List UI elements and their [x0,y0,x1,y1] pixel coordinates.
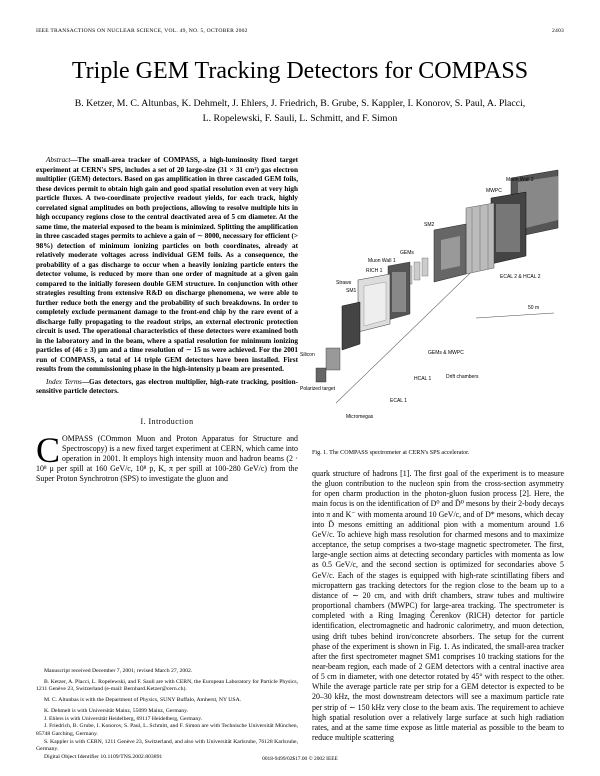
label-hcal1: HCAL 1 [414,376,432,382]
introduction [36,429,298,485]
footnote: B. Ketzer, A. Placci, L. Ropelewski, and F. Sauli are with CERN, the European Laboratory for Particle Physics, 1211 Genève 23, Switzerland (e-mail: Bernhard.Ketzer@cern.ch). [36,678,298,693]
journal-header: IEEE TRANSACTIONS ON NUCLEAR SCIENCE, VOL. 49, NO. 5, OCTOBER 2002 [36,28,248,34]
label-target: Polarized target [300,386,336,392]
spectrometer-diagram [296,168,566,438]
footnote: J. Ehlers is with Universität Heidelberg, 69117 Heidelberg, Germany. [44,715,203,722]
label-silicon: Silicon [300,352,315,358]
page-number: 2403 [552,28,564,34]
footnote: J. Friedrich, B. Grube, I. Konorov, S. Paul, L. Schmitt, and F. Simon are with Technische Universität München, 85748 Garching, Germany. [36,723,298,737]
sm2-magnet [434,224,466,282]
muon-wall-1 [388,262,410,320]
abstract-text: —The small-area tracker of COMPASS, a high-luminosity fixed target experiment at CERN's SPS, includes a set of 20 large-size (31 × 31 cm²) gas electron multiplier (GEM) detectors. Based on gas amplification in three cascaded GEM foils, these devices permit to obtain high gain and good spatial resolution even at very high particle fluxes. A two-coordinate projective readout yields, for each track, highly correlated signal amplitudes on both projections, allowing to resolve multiple hits in high occupancy regions close to the central deactivated area of 5 cm diameter. At the same time, the material exposed to the beam is minimized. Splitting the amplification in three cascaded stages permits to achieve a gain of ∼ 8000, necessary for efficient (> 98%) detection of minimum ionizing particles on both coordinates, already at relatively moderate voltages across individual GEM foils. As a consequence, the probability of a gas discharge to occur when a heavily ionizing particle enters the detector volume, is reduced by more than one order of magnitude at a given gain compared to the initially foreseen double GEM structure. In conjunction with other strategies resulting from extensive R&D on discharge phenomena, we were able to further reduce both the energy and the probability of such breakdowns. In order to completely exclude permanent damage to the front-end chip by the rare event of a discharge fully propagating to the readout strips, an external electronic protection circuit is used. The operational characteristics of these detectors were examined both in the laboratory and in the beam, where a spatial resolution for minimum ionizing particles of (46 ± 3) μm and a time resolution of ∼ 15 ns were achieved. For the 2001 run of COMPASS, a total of 14 triple GEM detectors have been installed. First results from the commissioning phase in the high-intensity μ beam are presented. [36,156,298,373]
sm1-magnet [342,302,360,350]
footnote: M. C. Altunbas is with the Department of Physics, SUNY Buffalo, Amherst, NY USA. [44,697,242,704]
footnote: Manuscript received December 7, 2001; revised March 27, 2002. [44,668,193,674]
authors-line-1: B. Ketzer, M. C. Altunbas, K. Dehmelt, J. Ehlers, J. Friedrich, B. Grube, S. Kappler, I. Konorov, S. Paul, A. Placci, [74,98,526,109]
figure-compass-spectrometer [296,168,566,438]
right-column [312,469,564,743]
authors-line-2: L. Ropelewski, F. Sauli, L. Schmitt, and F. Simon [202,113,398,124]
ecal2-hcal2 [491,192,526,264]
footnote: S. Kappler is with CERN, 1211 Genève 23, Switzerland, and also with Universität Karlsruhe, 76128 Karlsruhe, Germany. [36,738,298,753]
label-sm1: SM1 [346,288,357,294]
paper-title: Triple GEM Tracking Detectors for COMPASS [71,58,529,84]
label-rich1: RICH 1 [366,268,383,274]
label-beam-length: 50 m [528,305,540,311]
section-heading: I. Introduction [140,416,194,426]
mwpc-block [466,203,494,274]
abstract-label: Abstract [46,156,71,164]
label-drift: Drift chambers [446,374,479,380]
label-ecal1: ECAL 1 [390,398,408,404]
footnotes [36,668,298,762]
label-muon-wall-1: Muon Wall 1 [368,258,396,264]
left-column [36,156,298,484]
author-list [36,96,564,126]
drop-cap: C [36,429,61,470]
index-terms [36,378,298,397]
abstract [36,156,298,375]
footnote: K. Dehmelt is with Universität Mainz, 55099 Mainz, Germany. [44,707,189,714]
label-muon-wall-2: Muon Wall 2 [506,177,534,183]
intro-text: OMPASS (COmmon Muon and Proton Apparatus for Structure and Spectroscopy) is a new fixed target experiment at CERN, which came into operation in 2001. It employs high intensity muon and hadron beams (2 · 10⁸ μ per spill at 160 GeV/c, 10⁸ p, K, π per spill at 100-280 GeV/c) from the Super Proton Synchrotron (SPS) to investigate the gluon and [36,433,298,484]
figure-caption: Fig. 1. The COMPASS spectrometer at CERN's SPS accelerator. [312,450,470,456]
label-gems: GEMs [400,250,414,256]
footnote: Digital Object Identifier 10.1109/TNS.2002.803891 [44,754,163,761]
label-ecal2-hcal2: ECAL 2 & HCAL 2 [500,274,541,280]
index-terms-text: —Gas detectors, gas electron multiplier, high-rate tracking, position-sensitive particle detectors. [36,377,299,395]
copyright-footer: 0018-9499/02$17.00 © 2002 IEEE [262,756,338,762]
target-region [316,348,340,382]
beam-length-arrow [476,313,554,318]
label-sm2: SM2 [424,222,435,228]
label-mwpc: MWPC [486,188,502,194]
label-micromegas: Micromegas [346,414,374,420]
label-gems-mwpc: GEMs & MWPC [428,350,464,356]
label-straws: Straws [336,280,352,286]
index-terms-label: Index Terms [46,377,82,386]
right-column-text: quark structure of hadrons [1]. The first goal of the experiment is to measure the gluon contribution to the nucleon spin from the cross-section asymmetry for open charm production in the photon-gluon fusion process [2]. Here, the main focus is on the identification of D⁰ and D̄⁰ mesons by their 2-body decays into π and K⁻ with momenta around 10 GeV/c, and of D* mesons, which decay into D̄ mesons emitting an additional pion with a momentum around 1.6 GeV/c. To achieve high mass resolution for charmed mesons and to maximize acceptance, the setup comprises a two-stage magnetic spectrometer. The first, large-angle section aims at detecting secondary particles with momenta as low as 0.5 GeV/c, and the second section is optimized for secondaries above 5 GeV/c. Each of the stages is equipped with high-rate scintillating fibers and micropattern gas tracking detectors for the region close to the beam up to a distance of ∼ 20 cm, and with drift chambers, straw tubes and multiwire proportional chambers (MWPC) for large-area tracking. The spectrometer is completed with a Ring Imaging Čerenkov (RICH) detector for particle identification, electromagnetic and hadronic calorimetry, and muon detection, using drift tubes behind iron/concrete absorbers. The setup for the current phase of the experiment is shown in Fig. 1. As indicated, the small-area tracker after the first spectrometer magnet SM1 comprises 10 tracking stations for the near-beam region, each made of 2 GEM detectors with a central inactive area of 5 cm in diameter, with one detector rotated by 45° with respect to the other. While the average particle rate per strip for a GEM detector is expected to be 20–30 kHz, the most downstream detectors will see a maximum particle rate per strip of ∼ 150 kHz very close to the beam axis. The requirement to achieve high spatial resolution over a relatively large surface at such high radiation rates, and at the same time expose as little material as possible to the beam to reduce multiple scattering [312,469,564,743]
rich-1 [358,274,390,332]
